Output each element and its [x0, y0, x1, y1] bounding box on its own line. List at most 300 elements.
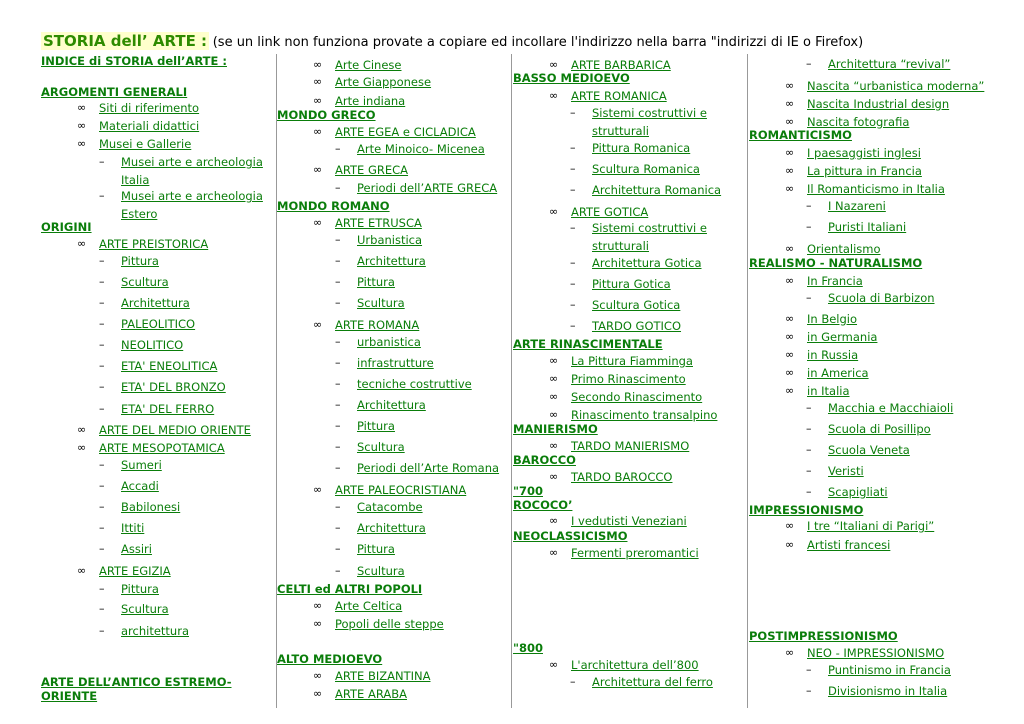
sub-index-link[interactable]: Scultura: [121, 602, 169, 616]
sub-index-link[interactable]: Architettura: [357, 254, 426, 268]
index-row[interactable]: [335, 521, 426, 535]
infinity-bullet-icon: ∞: [313, 318, 323, 331]
index-row[interactable]: [806, 57, 951, 71]
index-row[interactable]: [785, 538, 891, 552]
index-row[interactable]: [313, 483, 467, 497]
index-row[interactable]: [41, 220, 92, 234]
sub-index-link[interactable]: Musei arte e archeologia: [121, 189, 263, 203]
section-heading-link[interactable]: BASSO MEDIOEVO: [513, 71, 630, 85]
index-row[interactable]: [277, 652, 382, 666]
index-row[interactable]: [785, 384, 850, 398]
infinity-bullet-icon: ∞: [77, 237, 87, 250]
index-row[interactable]: [513, 453, 576, 467]
index-link[interactable]: L'architettura dell’800: [571, 658, 699, 672]
sub-index-link[interactable]: Scuola Veneta: [828, 443, 910, 457]
sub-index-link[interactable]: Pittura: [121, 582, 159, 596]
infinity-bullet-icon: ∞: [785, 79, 795, 92]
dash-bullet-icon: –: [806, 199, 812, 212]
index-row[interactable]: [785, 146, 921, 160]
sub-index-link[interactable]: Scapigliati: [828, 485, 888, 499]
index-row[interactable]: [313, 617, 444, 631]
section-heading-link[interactable]: ALTO MEDIOEVO: [277, 652, 383, 666]
index-row[interactable]: [335, 296, 405, 310]
sub-index-link[interactable]: Puristi Italiani: [828, 220, 907, 234]
index-row[interactable]: [99, 155, 263, 169]
sub-index-link[interactable]: Scultura: [357, 564, 405, 578]
index-row[interactable]: [749, 629, 898, 643]
index-row[interactable]: [549, 354, 693, 368]
infinity-bullet-icon: ∞: [549, 372, 559, 385]
index-row[interactable]: [335, 398, 426, 412]
index-row[interactable]: [549, 205, 649, 219]
dash-bullet-icon: –: [806, 464, 812, 477]
sub-index-link[interactable]: Pittura Gotica: [592, 277, 671, 291]
index-row[interactable]: [99, 189, 263, 203]
dash-bullet-icon: –: [570, 256, 576, 269]
index-row[interactable]: [313, 669, 431, 683]
sub-index-link[interactable]: Scultura: [357, 440, 405, 454]
dash-bullet-icon: –: [335, 356, 341, 369]
index-row[interactable]: [785, 115, 910, 129]
dash-bullet-icon: –: [335, 521, 341, 534]
index-row[interactable]: [335, 356, 434, 370]
section-heading-link[interactable]: ROMANTICISMO: [749, 128, 852, 142]
index-link[interactable]: Arte Celtica: [335, 599, 403, 613]
index-row[interactable]: [806, 401, 954, 415]
infinity-bullet-icon: ∞: [549, 205, 559, 218]
index-row[interactable]: [749, 128, 852, 142]
index-row[interactable]: [99, 500, 181, 514]
dash-bullet-icon: –: [806, 291, 812, 304]
section-heading-link[interactable]: CELTI ed ALTRI POPOLI: [277, 582, 423, 596]
index-row[interactable]: [335, 542, 395, 556]
section-heading-link[interactable]: "800: [513, 641, 543, 655]
index-row[interactable]: [99, 602, 169, 616]
index-row[interactable]: [313, 75, 432, 89]
index-row[interactable]: [549, 439, 690, 453]
index-link[interactable]: Arte indiana: [335, 94, 406, 108]
sub-index-link[interactable]: Scuola di Posillipo: [828, 422, 931, 436]
sub-index-link[interactable]: tecniche costruttive: [357, 377, 472, 391]
sub-index-link[interactable]: Italia: [121, 173, 150, 187]
index-row[interactable]: [277, 582, 422, 596]
index-row[interactable]: [806, 422, 931, 436]
index-row[interactable]: [335, 440, 405, 454]
dash-bullet-icon: –: [335, 254, 341, 267]
index-row[interactable]: [335, 500, 423, 514]
sub-index-link[interactable]: Pittura: [357, 275, 395, 289]
index-row[interactable]: [549, 408, 718, 422]
index-link[interactable]: ARTE PREISTORICA: [99, 237, 209, 251]
index-link[interactable]: in Russia: [807, 348, 859, 362]
sub-index-link[interactable]: strutturali: [592, 124, 649, 138]
dash-bullet-icon: –: [806, 401, 812, 414]
sub-index-link[interactable]: strutturali: [592, 239, 649, 253]
index-row[interactable]: [335, 275, 395, 289]
sub-index-link[interactable]: TARDO GOTICO: [592, 319, 682, 333]
index-row[interactable]: [785, 348, 859, 362]
index-row[interactable]: [549, 514, 687, 528]
dash-bullet-icon: –: [335, 440, 341, 453]
index-link[interactable]: ARTE MESOPOTAMICA: [99, 441, 225, 455]
index-row[interactable]: [806, 443, 910, 457]
index-row[interactable]: [99, 359, 218, 373]
index-row[interactable]: [806, 663, 951, 677]
index-row[interactable]: [313, 216, 422, 230]
index-link[interactable]: Artisti francesi: [807, 538, 891, 552]
section-heading-link[interactable]: MONDO GRECO: [277, 108, 376, 122]
dash-bullet-icon: –: [99, 402, 105, 415]
dash-bullet-icon: –: [99, 254, 105, 267]
dash-bullet-icon: –: [570, 183, 576, 196]
index-link[interactable]: Siti di riferimento: [99, 101, 200, 115]
index-link[interactable]: Popoli delle steppe: [335, 617, 444, 631]
index-link[interactable]: Il Romanticismo in Italia: [807, 182, 945, 196]
index-row[interactable]: [99, 296, 190, 310]
index-link[interactable]: Nascita Industrial design: [807, 97, 950, 111]
sub-index-link[interactable]: urbanistica: [357, 335, 421, 349]
index-row[interactable]: [99, 380, 226, 394]
index-row[interactable]: [806, 199, 886, 213]
index-row[interactable]: [806, 684, 948, 698]
index-row[interactable]: [785, 366, 869, 380]
index-row[interactable]: [785, 79, 985, 93]
index-link[interactable]: ARTE ARABA: [335, 687, 407, 701]
page-title: STORIA dell’ ARTE :: [43, 32, 208, 50]
index-row[interactable]: [513, 529, 627, 543]
index-row[interactable]: [77, 564, 171, 578]
index-row[interactable]: [335, 377, 472, 391]
index-row[interactable]: [41, 85, 187, 99]
sub-index-link[interactable]: ETA' ENEOLITICA: [121, 359, 218, 373]
sub-index-link[interactable]: PALEOLITICO: [121, 317, 196, 331]
section-heading-link[interactable]: POSTIMPRESSIONISMO: [749, 629, 898, 643]
index-row[interactable]: [335, 233, 423, 247]
index-link[interactable]: ARTE ETRUSCA: [335, 216, 422, 230]
index-row[interactable]: [335, 181, 498, 195]
sub-index-link[interactable]: Scultura: [121, 275, 169, 289]
index-row[interactable]: [570, 106, 707, 120]
index-row[interactable]: [99, 254, 159, 268]
index-row[interactable]: [785, 182, 945, 196]
sub-index-link[interactable]: Scuola di Barbizon: [828, 291, 935, 305]
index-row[interactable]: [785, 242, 881, 256]
index-row[interactable]: [549, 470, 673, 484]
sub-index-link[interactable]: Pittura Romanica: [592, 141, 691, 155]
index-row[interactable]: [785, 330, 878, 344]
dash-bullet-icon: –: [335, 398, 341, 411]
index-link[interactable]: Orientalismo: [807, 242, 881, 256]
sub-index-link[interactable]: Assiri: [121, 542, 152, 556]
dash-bullet-icon: –: [570, 141, 576, 154]
sub-index-link[interactable]: Sistemi costruttivi e: [592, 221, 707, 235]
infinity-bullet-icon: ∞: [313, 483, 323, 496]
index-row[interactable]: [570, 277, 671, 291]
index-row[interactable]: [99, 317, 196, 331]
index-row[interactable]: [99, 275, 169, 289]
index-row[interactable]: [99, 624, 189, 638]
sub-index-link[interactable]: Musei arte e archeologia: [121, 155, 263, 169]
index-row[interactable]: [549, 390, 703, 404]
index-link[interactable]: ARTE GOTICA: [571, 205, 649, 219]
infinity-bullet-icon: ∞: [785, 646, 795, 659]
sub-index-link[interactable]: ETA' DEL BRONZO: [121, 380, 226, 394]
index-row[interactable]: [335, 335, 421, 349]
index-row[interactable]: [313, 58, 402, 72]
index-link[interactable]: La Pittura Fiamminga: [571, 354, 693, 368]
dash-bullet-icon: –: [570, 106, 576, 119]
index-row[interactable]: [41, 675, 232, 689]
index-row[interactable]: [570, 221, 707, 235]
index-row[interactable]: [513, 422, 598, 436]
index-link[interactable]: ARTE BIZANTINA: [335, 669, 431, 683]
index-row[interactable]: [592, 124, 649, 138]
section-heading-link[interactable]: MONDO ROMANO: [277, 199, 390, 213]
section-heading-link[interactable]: "700: [513, 484, 543, 498]
index-link[interactable]: NEO - IMPRESSIONISMO: [807, 646, 945, 660]
index-link[interactable]: in America: [807, 366, 869, 380]
section-heading-link[interactable]: BAROCCO: [513, 453, 576, 467]
index-row[interactable]: [749, 503, 863, 517]
index-link[interactable]: La pittura in Francia: [807, 164, 922, 178]
section-heading-link[interactable]: ARGOMENTI GENERALI: [41, 85, 188, 99]
section-heading-link[interactable]: ARTE DELL’ANTICO ESTREMO-: [41, 675, 232, 689]
index-row[interactable]: [99, 402, 215, 416]
sub-index-link[interactable]: Architettura: [357, 521, 426, 535]
index-link[interactable]: ARTE ROMANA: [335, 318, 420, 332]
sub-index-link[interactable]: Pittura: [121, 254, 159, 268]
sub-index-link[interactable]: NEOLITICO: [121, 338, 184, 352]
dash-bullet-icon: –: [806, 220, 812, 233]
sub-index-link[interactable]: Architettura: [121, 296, 190, 310]
sub-index-link[interactable]: Ittiti: [121, 521, 145, 535]
sub-index-link[interactable]: Sumeri: [121, 458, 162, 472]
index-row[interactable]: [549, 58, 671, 72]
sub-index-link[interactable]: Architettura Romanica: [592, 183, 722, 197]
index-link[interactable]: Nascita “urbanistica moderna”: [807, 79, 985, 93]
index-row[interactable]: [121, 173, 149, 187]
index-row[interactable]: [277, 108, 376, 122]
section-heading-link[interactable]: NEOCLASSICISMO: [513, 529, 628, 543]
index-row[interactable]: [570, 256, 702, 270]
index-row[interactable]: [313, 125, 476, 139]
infinity-bullet-icon: ∞: [785, 274, 795, 287]
index-row[interactable]: [77, 441, 225, 455]
index-row[interactable]: [749, 256, 922, 270]
infinity-bullet-icon: ∞: [549, 58, 559, 71]
infinity-bullet-icon: ∞: [785, 242, 795, 255]
index-link[interactable]: ARTE BARBARICA: [571, 58, 671, 72]
index-row[interactable]: [41, 54, 227, 68]
index-row[interactable]: [77, 137, 192, 151]
sub-index-link[interactable]: Architettura del ferro: [592, 675, 713, 689]
sub-index-link[interactable]: Urbanistica: [357, 233, 423, 247]
section-heading-link[interactable]: REALISMO - NATURALISMO: [749, 256, 923, 270]
sub-index-link[interactable]: Architettura “revival”: [828, 57, 951, 71]
index-row[interactable]: [785, 164, 922, 178]
sub-index-link[interactable]: architettura: [121, 624, 189, 638]
index-row[interactable]: [121, 207, 157, 221]
sub-index-link[interactable]: Estero: [121, 207, 158, 221]
index-row[interactable]: [570, 319, 682, 333]
index-link[interactable]: In Francia: [807, 274, 863, 288]
index-row[interactable]: [513, 498, 572, 512]
index-row[interactable]: [99, 542, 152, 556]
index-link[interactable]: ARTE ROMANICA: [571, 89, 667, 103]
index-link[interactable]: Musei e Gallerie: [99, 137, 192, 151]
index-row[interactable]: [41, 689, 97, 703]
section-heading-link[interactable]: ORIGINI: [41, 220, 92, 234]
section-heading-link[interactable]: INDICE di STORIA dell’ARTE :: [41, 54, 227, 68]
index-row[interactable]: [99, 338, 184, 352]
infinity-bullet-icon: ∞: [77, 137, 87, 150]
sub-index-link[interactable]: Architettura: [357, 398, 426, 412]
index-row[interactable]: [335, 419, 395, 433]
index-link[interactable]: ARTE GRECA: [335, 163, 409, 177]
infinity-bullet-icon: ∞: [313, 216, 323, 229]
infinity-bullet-icon: ∞: [313, 163, 323, 176]
index-row[interactable]: [513, 641, 543, 655]
dash-bullet-icon: –: [335, 564, 341, 577]
index-row[interactable]: [313, 163, 409, 177]
sub-index-link[interactable]: Pittura: [357, 542, 395, 556]
sub-index-link[interactable]: Accadi: [121, 479, 159, 493]
index-link[interactable]: In Belgio: [807, 312, 858, 326]
index-row[interactable]: [806, 220, 907, 234]
index-link[interactable]: TARDO BAROCCO: [571, 470, 673, 484]
index-row[interactable]: [549, 89, 667, 103]
index-row[interactable]: [549, 658, 699, 672]
index-link[interactable]: Primo Rinascimento: [571, 372, 686, 386]
sub-index-link[interactable]: ETA' DEL FERRO: [121, 402, 215, 416]
sub-index-link[interactable]: infrastrutture: [357, 356, 434, 370]
dash-bullet-icon: –: [99, 479, 105, 492]
index-row[interactable]: [335, 254, 426, 268]
sub-index-link[interactable]: Puntinismo in Francia: [828, 663, 951, 677]
index-link[interactable]: Arte Cinese: [335, 58, 402, 72]
index-link[interactable]: Materiali didattici: [99, 119, 200, 133]
index-row[interactable]: [549, 372, 686, 386]
infinity-bullet-icon: ∞: [77, 423, 87, 436]
index-row[interactable]: [99, 521, 145, 535]
section-heading-link[interactable]: MANIERISMO: [513, 422, 598, 436]
sub-index-link[interactable]: Scultura Gotica: [592, 298, 681, 312]
index-row[interactable]: [313, 687, 407, 701]
index-row[interactable]: [77, 101, 200, 115]
infinity-bullet-icon: ∞: [785, 366, 795, 379]
index-row[interactable]: [313, 599, 403, 613]
index-row[interactable]: [592, 239, 649, 253]
index-link[interactable]: in Italia: [807, 384, 850, 398]
index-link[interactable]: Nascita fotografia: [807, 115, 910, 129]
section-heading-link[interactable]: IMPRESSIONISMO: [749, 503, 864, 517]
index-row[interactable]: [570, 675, 713, 689]
index-row[interactable]: [785, 312, 858, 326]
index-row[interactable]: [513, 337, 663, 351]
infinity-bullet-icon: ∞: [785, 164, 795, 177]
infinity-bullet-icon: ∞: [77, 119, 87, 132]
index-row[interactable]: [335, 461, 500, 475]
index-link[interactable]: in Germania: [807, 330, 878, 344]
sub-index-link[interactable]: Scultura: [357, 296, 405, 310]
infinity-bullet-icon: ∞: [549, 408, 559, 421]
index-row[interactable]: [99, 479, 159, 493]
sub-index-link[interactable]: Divisionismo in Italia: [828, 684, 948, 698]
index-row[interactable]: [513, 71, 630, 85]
index-link[interactable]: ARTE PALEOCRISTIANA: [335, 483, 467, 497]
index-row[interactable]: [77, 119, 200, 133]
sub-index-link[interactable]: Arte Minoico- Micenea: [357, 142, 485, 156]
dash-bullet-icon: –: [99, 275, 105, 288]
index-row[interactable]: [806, 485, 888, 499]
section-heading-link[interactable]: ARTE RINASCIMENTALE: [513, 337, 663, 351]
dash-bullet-icon: –: [335, 542, 341, 555]
index-link[interactable]: Arte Giapponese: [335, 75, 432, 89]
sub-index-link[interactable]: I Nazareni: [828, 199, 886, 213]
index-link[interactable]: I vedutisti Veneziani: [571, 514, 687, 528]
section-heading-link[interactable]: ROCOCO’: [513, 498, 573, 512]
sub-index-link[interactable]: Veristi: [828, 464, 864, 478]
index-row[interactable]: [77, 423, 251, 437]
index-link[interactable]: I tre “Italiani di Parigi”: [807, 519, 935, 533]
index-row[interactable]: [806, 291, 935, 305]
index-row[interactable]: [570, 183, 722, 197]
index-row[interactable]: [570, 298, 681, 312]
index-row[interactable]: [313, 318, 420, 332]
infinity-bullet-icon: ∞: [313, 58, 323, 71]
section-heading-link[interactable]: ORIENTE: [41, 689, 98, 703]
index-row[interactable]: [549, 546, 699, 560]
sub-index-link[interactable]: Periodi dell’Arte Romana: [357, 461, 500, 475]
index-row[interactable]: [313, 94, 406, 108]
sub-index-link[interactable]: Sistemi costruttivi e: [592, 106, 707, 120]
index-row[interactable]: [513, 484, 543, 498]
dash-bullet-icon: –: [570, 675, 576, 688]
dash-bullet-icon: –: [570, 319, 576, 332]
index-row[interactable]: [99, 582, 159, 596]
index-row[interactable]: [785, 519, 935, 533]
sub-index-link[interactable]: Pittura: [357, 419, 395, 433]
sub-index-link[interactable]: Macchia e Macchiaioli: [828, 401, 954, 415]
index-link[interactable]: I paesaggisti inglesi: [807, 146, 921, 160]
sub-index-link[interactable]: Catacombe: [357, 500, 423, 514]
index-link[interactable]: ARTE EGIZIA: [99, 564, 171, 578]
index-row[interactable]: [785, 646, 945, 660]
dash-bullet-icon: –: [99, 521, 105, 534]
index-row[interactable]: [335, 142, 485, 156]
index-link[interactable]: Secondo Rinascimento: [571, 390, 703, 404]
index-link[interactable]: Rinascimento transalpino: [571, 408, 718, 422]
index-link[interactable]: ARTE EGEA e CICLADICA: [335, 125, 476, 139]
sub-index-link[interactable]: Periodi dell’ARTE GRECA: [357, 181, 498, 195]
index-link[interactable]: TARDO MANIERISMO: [571, 439, 690, 453]
index-link[interactable]: ARTE DEL MEDIO ORIENTE: [99, 423, 251, 437]
sub-index-link[interactable]: Babilonesi: [121, 500, 181, 514]
index-row[interactable]: [99, 458, 162, 472]
sub-index-link[interactable]: Scultura Romanica: [592, 162, 700, 176]
index-row[interactable]: [77, 237, 209, 251]
index-row[interactable]: [806, 464, 864, 478]
index-row[interactable]: [570, 141, 691, 155]
index-row[interactable]: [277, 199, 390, 213]
sub-index-link[interactable]: Architettura Gotica: [592, 256, 702, 270]
index-row[interactable]: [570, 162, 700, 176]
index-row[interactable]: [785, 274, 863, 288]
index-link[interactable]: Fermenti preromantici: [571, 546, 699, 560]
index-row[interactable]: [335, 564, 405, 578]
index-row[interactable]: [785, 97, 950, 111]
infinity-bullet-icon: ∞: [549, 390, 559, 403]
